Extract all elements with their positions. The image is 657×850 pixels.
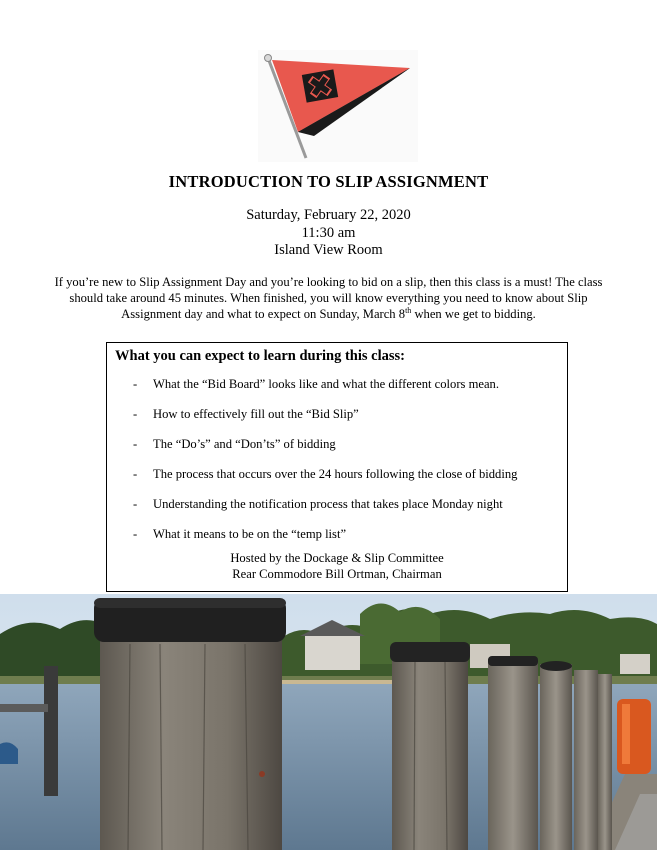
list-item-text: What the “Bid Board” looks like and what the different colors mean. bbox=[153, 377, 499, 391]
list-item bbox=[107, 496, 567, 526]
list-item bbox=[107, 436, 567, 466]
learn-box-heading: What you can expect to learn during this class: bbox=[115, 348, 405, 364]
learn-list bbox=[107, 376, 567, 556]
intro-paragraph bbox=[40, 274, 617, 322]
page-title: INTRODUCTION TO SLIP ASSIGNMENT bbox=[168, 172, 489, 191]
event-location: Island View Room bbox=[274, 242, 383, 258]
bullet-dash: - bbox=[133, 407, 138, 421]
bullet-dash: - bbox=[133, 437, 138, 451]
hosted-by-committee: Hosted by the Dockage & Slip Committee bbox=[230, 551, 444, 565]
list-item-text: Understanding the notification process that takes place Monday night bbox=[153, 497, 503, 511]
learn-box bbox=[106, 342, 568, 592]
list-item bbox=[107, 466, 567, 496]
dock-pilings-photo bbox=[0, 594, 657, 850]
event-details bbox=[0, 207, 657, 260]
bullet-dash: - bbox=[133, 467, 138, 481]
bullet-dash: - bbox=[133, 377, 138, 391]
event-time: 11:30 am bbox=[301, 224, 356, 241]
intro-text: If you’re new to Slip Assignment Day and you’re looking to bid on a slip, then this class is a must! The class should take around 45 minutes. When finished, you will know everything you need to know about Slip Assignment day and what to expect on Sunday, March 8 bbox=[54, 275, 603, 321]
list-item bbox=[107, 376, 567, 406]
list-item-text: How to effectively fill out the “Bid Slip” bbox=[153, 407, 359, 421]
hosted-by-chair: Rear Commodore Bill Ortman, Chairman bbox=[232, 566, 442, 581]
list-item-text: What it means to be on the “temp list” bbox=[153, 527, 347, 541]
bullet-dash: - bbox=[133, 527, 138, 541]
intro-superscript: th bbox=[405, 305, 412, 315]
bullet-dash: - bbox=[133, 497, 138, 511]
hosted-by bbox=[107, 551, 567, 582]
burgee-flag-icon bbox=[258, 50, 418, 162]
event-date: Saturday, February 22, 2020 bbox=[246, 207, 411, 223]
list-item-text: The process that occurs over the 24 hours following the close of bidding bbox=[153, 467, 518, 481]
list-item bbox=[107, 406, 567, 436]
list-item-text: The “Do’s” and “Don’ts” of bidding bbox=[153, 437, 336, 451]
intro-text-end: when we get to bidding. bbox=[411, 307, 536, 321]
